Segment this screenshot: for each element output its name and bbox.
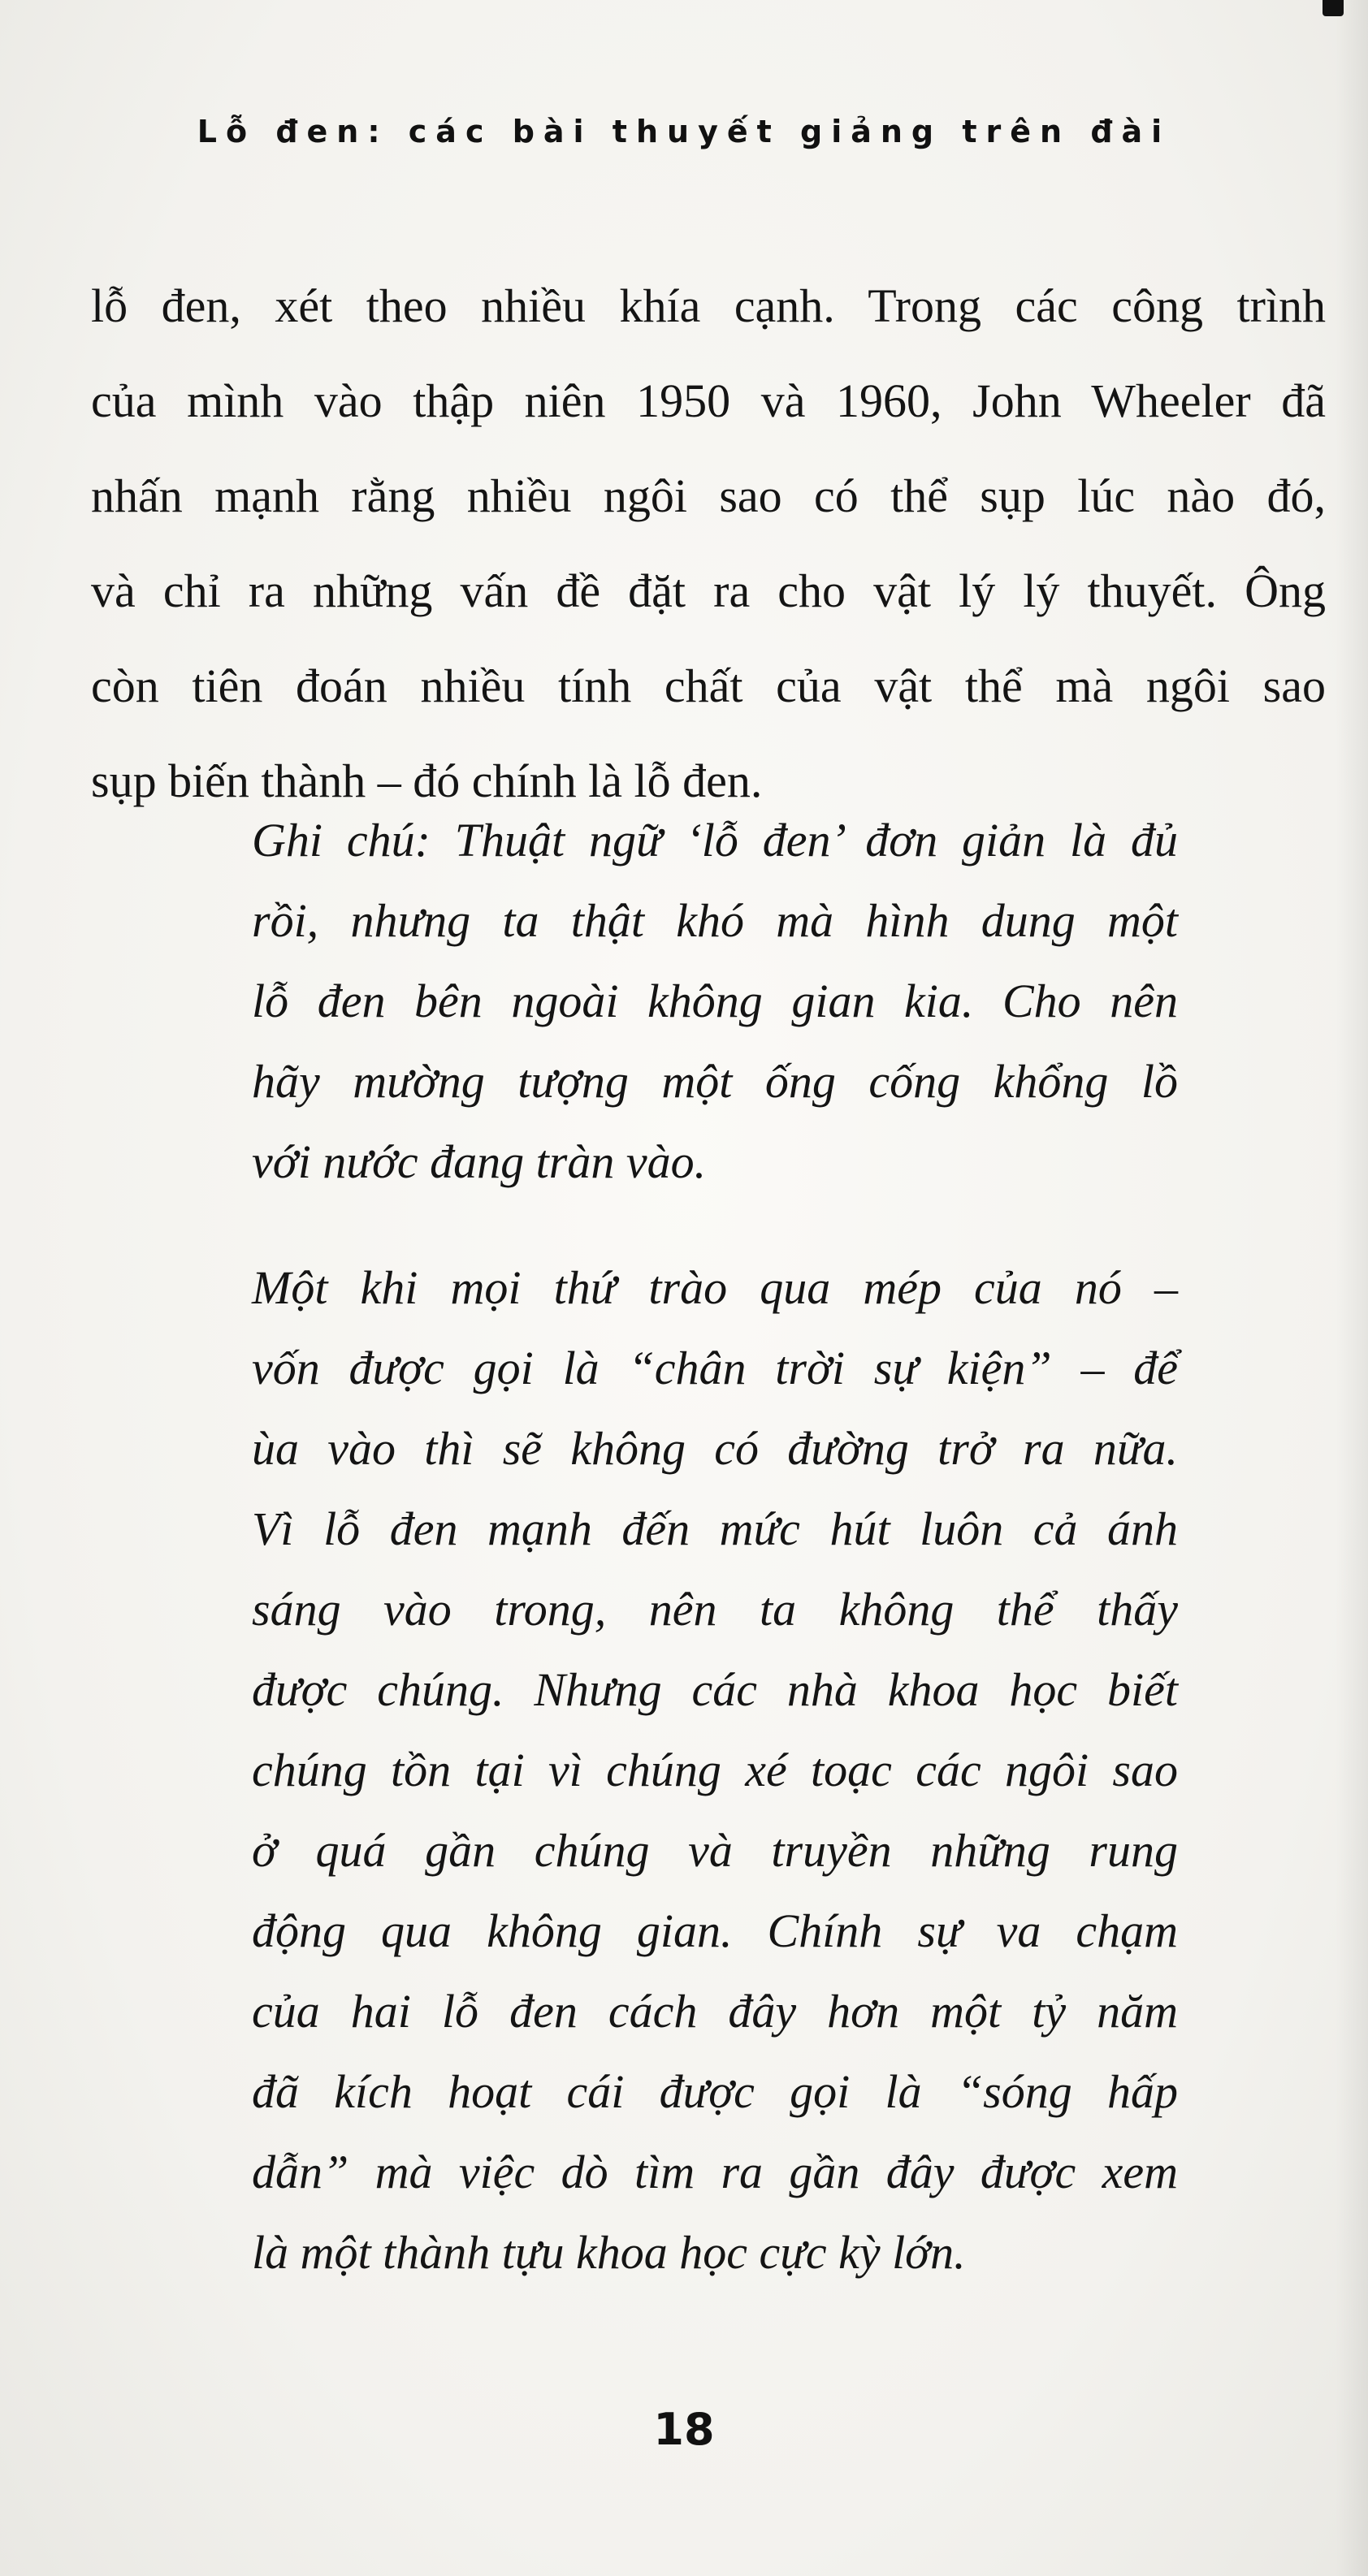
note-line: ở quá gần chúng và truyền những rung xyxy=(252,1824,1178,1877)
note-line: rồi, nhưng ta thật khó mà hình dung một xyxy=(252,894,1178,947)
note-line: đã kích hoạt cái được gọi là “sóng hấp xyxy=(252,2065,1178,2118)
note-line: Ghi chú: Thuật ngữ ‘lỗ đen’ đơn giản là đủ xyxy=(252,814,1178,867)
note-paragraph-2 xyxy=(252,1247,1178,2293)
note-line: của hai lỗ đen cách đây hơn một tỷ năm xyxy=(252,1985,1178,2038)
note-line: dẫn” mà việc dò tìm ra gần đây được xem xyxy=(252,2146,1178,2198)
note-line: sáng vào trong, nên ta không thể thấy xyxy=(252,1583,1178,1636)
note-line: được chúng. Nhưng các nhà khoa học biết xyxy=(252,1663,1178,1716)
page-edge-shadow xyxy=(1336,0,1368,2576)
note-line: với nước đang tràn vào. xyxy=(252,1135,707,1188)
running-head: Lỗ đen: các bài thuyết giảng trên đài xyxy=(197,114,1171,149)
body-paragraph xyxy=(91,258,1326,828)
note-line: động qua không gian. Chính sự va chạm xyxy=(252,1904,1178,1957)
body-line: còn tiên đoán nhiều tính chất của vật thể mà ngôi sao xyxy=(91,659,1326,712)
body-line: của mình vào thập niên 1950 và 1960, John Wheeler đã xyxy=(91,374,1326,427)
note-line: Vì lỗ đen mạnh đến mức hút luôn cả ánh xyxy=(252,1502,1178,1555)
note-line: lỗ đen bên ngoài không gian kia. Cho nên xyxy=(252,975,1178,1027)
note-line: hãy mường tượng một ống cống khổng lồ xyxy=(252,1055,1178,1108)
body-line: và chỉ ra những vấn đề đặt ra cho vật lý lý thuyết. Ông xyxy=(91,564,1326,617)
note-line: là một thành tựu khoa học cực kỳ lớn. xyxy=(252,2226,966,2279)
note-line: vốn được gọi là “chân trời sự kiện” – để xyxy=(252,1342,1178,1394)
page-number: 18 xyxy=(653,2404,715,2455)
note-line: ùa vào thì sẽ không có đường trở ra nữa. xyxy=(252,1422,1178,1475)
note-line: Một khi mọi thứ trào qua mép của nó – xyxy=(252,1261,1178,1314)
body-line: sụp biến thành – đó chính là lỗ đen. xyxy=(91,754,763,807)
note-line: chúng tồn tại vì chúng xé toạc các ngôi sao xyxy=(252,1744,1178,1796)
body-line: lỗ đen, xét theo nhiều khía cạnh. Trong các công trình xyxy=(91,279,1326,332)
corner-mark xyxy=(1323,0,1344,16)
note-paragraph-1 xyxy=(252,800,1178,1202)
body-line: nhấn mạnh rằng nhiều ngôi sao có thể sụp lúc nào đó, xyxy=(91,469,1326,522)
